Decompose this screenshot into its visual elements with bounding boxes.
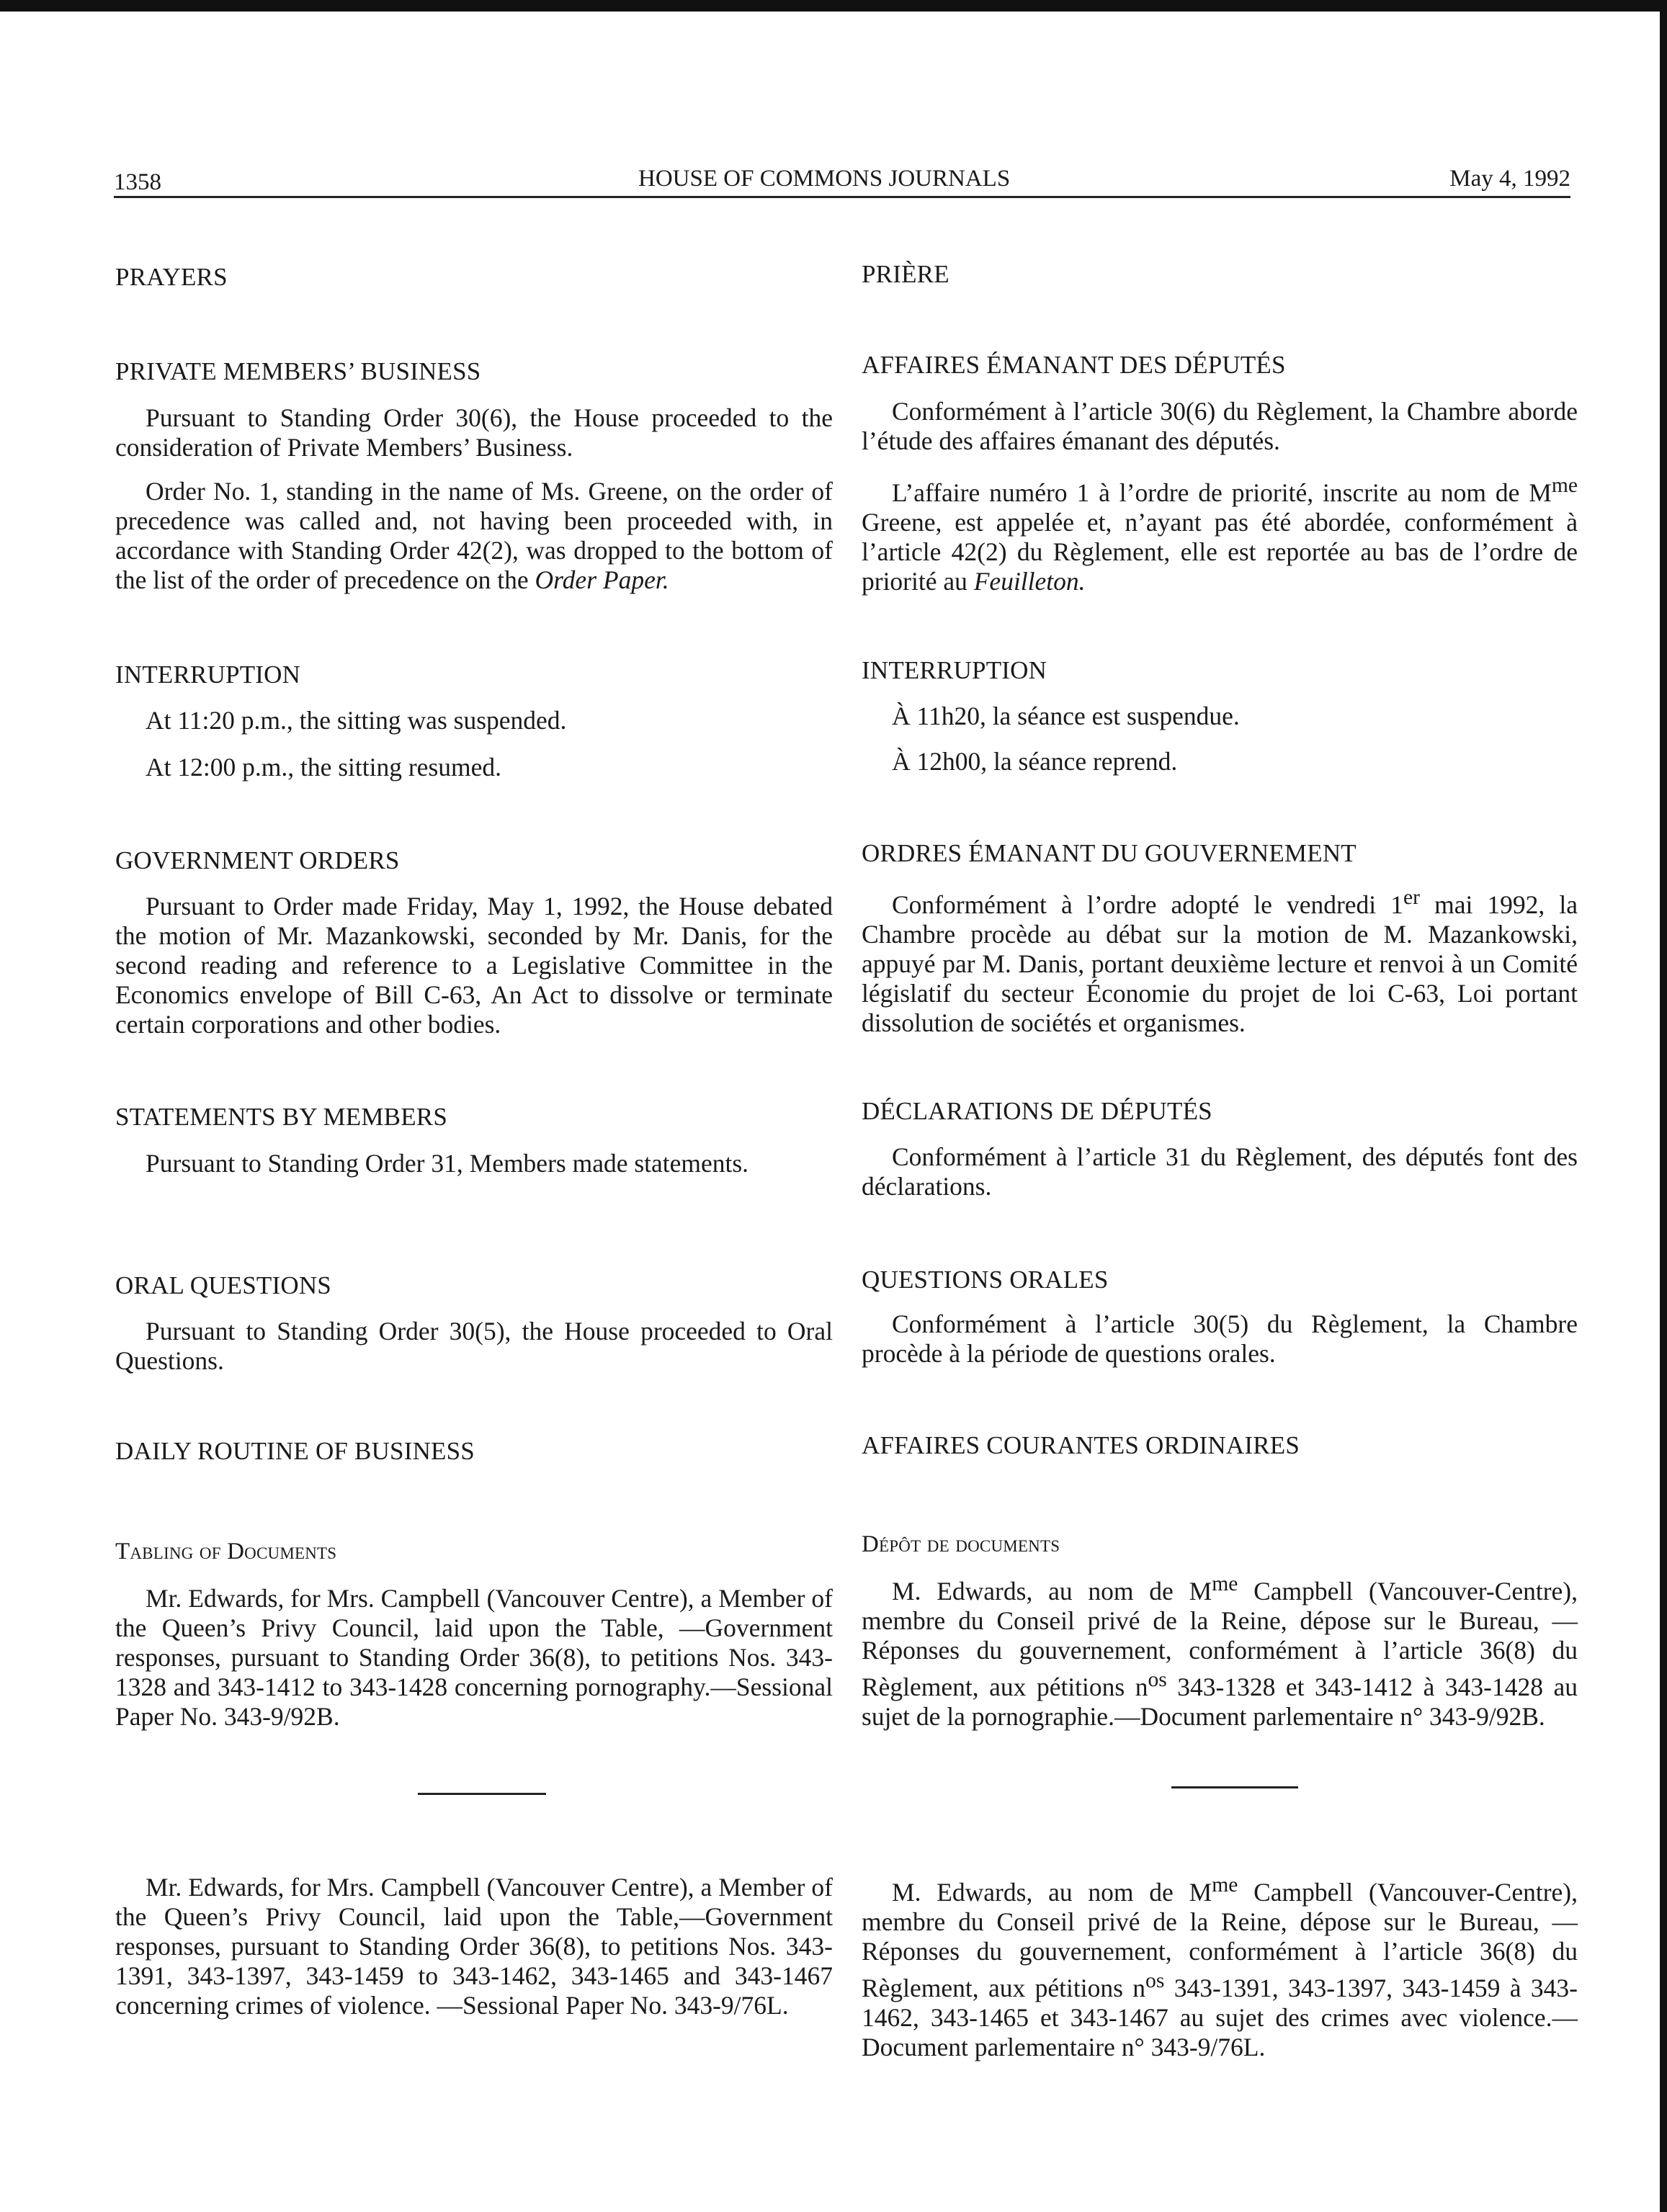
french-column [862, 0, 1578, 2212]
section-divider-rule [418, 1793, 546, 1795]
heading-questions-orales: QUESTIONS ORALES [862, 1266, 1109, 1294]
heading-declarations-de-deputes: DÉCLARATIONS DE DÉPUTÉS [862, 1097, 1212, 1125]
heading-private-members-business: PRIVATE MEMBERS’ BUSINESS [115, 357, 481, 385]
subheading-depot-de-documents: Dépôt de documents [862, 1531, 1060, 1557]
paragraph-interruption-fr-2: À 12h00, la séance reprend. [892, 747, 1178, 776]
heading-statements-by-members: STATEMENTS BY MEMBERS [115, 1103, 447, 1131]
section-divider-rule-fr [1171, 1786, 1298, 1788]
paragraph-affaires-1: Conformément à l’article 30(6) du Règlement, la Chambre aborde l’étude des affaires émanant des députés. [862, 397, 1578, 455]
paragraph-interruption-fr-1: À 11h20, la séance est suspendue. [892, 702, 1240, 730]
heading-government-orders: GOVERNMENT ORDERS [115, 846, 400, 874]
paragraph-ordres: Conformément à l’ordre adopté le vendredi 1er mai 1992, la Chambre procède au débat sur la motion de M. Mazankowski, appuyé par M. Danis, portant deuxième lecture et renvoi à un Comité législatif du secteur Économie du projet de loi C-63, Loi portant dissolution de sociétés et organismes. [862, 886, 1578, 1037]
heading-interruption: INTERRUPTION [115, 661, 301, 689]
journal-title: HOUSE OF COMMONS JOURNALS [638, 166, 1011, 192]
subheading-tabling-of-documents: Tabling of Documents [115, 1539, 337, 1564]
paragraph-interruption-2: At 12:00 p.m., the sitting resumed. [146, 753, 502, 782]
paragraph-tabling-1: Mr. Edwards, for Mrs. Campbell (Vancouver Centre), a Member of the Queen’s Privy Council, laid upon the Table, —Government responses, pursuant to Standing Order 36(8), to petitions Nos. 343-1328 and 343-1412 to 343-1428 concerning pornography.—Sessional Paper No. 343-9/92B. [115, 1584, 833, 1731]
heading-affaires-emanant-des-deputes: AFFAIRES ÉMANANT DES DÉPUTÉS [862, 351, 1286, 379]
heading-priere: PRIÈRE [862, 260, 949, 288]
paragraph-pmb-2: Order No. 1, standing in the name of Ms. Greene, on the order of precedence was called and, not having been proceeded with, in accordance with Standing Order 42(2), was dropped to the bottom of the list of the order of precedence on the Order Paper. [115, 477, 833, 594]
paragraph-government-orders: Pursuant to Order made Friday, May 1, 1992, the House debated the motion of Mr. Mazankowski, seconded by Mr. Danis, for the second reading and reference to a Legislative Committee in the Economics envelope of Bill C-63, An Act to dissolve or terminate certain corporations and other bodies. [115, 892, 833, 1039]
paragraph-depot-1: M. Edwards, au nom de $M^{me}$ Campbell (Vancouver-Centre), membre du Conseil privé de la Reine, dépose sur le Bureau, —Réponses du gouvernement, conformément à l’article 36(8) du Règlement, aux pétitions $n^{os}$ 343-1328 et 343-1412 à 343-1428 au sujet de la pornographie.—Document parlementaire n° 343-9/92B. [862, 1572, 1578, 1731]
heading-interruption-fr: INTERRUPTION [862, 656, 1047, 684]
heading-oral-questions: ORAL QUESTIONS [115, 1271, 331, 1299]
paragraph-pmb-1: Pursuant to Standing Order 30(6), the House proceeded to the consideration of Private Members’ Business. [115, 403, 833, 462]
paragraph-affaires-2: L’affaire numéro 1 à l’ordre de priorité, inscrite au nom de $M^{me}$ Greene, est appelée et, n’ayant pas été abordée, conformément à l’article 42(2) du Règlement, elle est reportée au bas de l’ordre de priorité au Feuilleton. [862, 474, 1578, 596]
heading-affaires-courantes-ordinaires: AFFAIRES COURANTES ORDINAIRES [862, 1431, 1300, 1459]
paragraph-tabling-2: Mr. Edwards, for Mrs. Campbell (Vancouver Centre), a Member of the Queen’s Privy Council, laid upon the Table,—Government responses, pursuant to Standing Order 36(8), to petitions Nos. 343-1391, 343-1397, 343-1459 to 343-1462, 343-1465 and 343-1467 concerning crimes of violence. —Sessional Paper No. 343-9/76L. [115, 1873, 833, 2020]
heading-prayers: PRAYERS [115, 263, 228, 291]
paragraph-declarations: Conformément à l’article 31 du Règlement, des députés font des déclarations. [862, 1142, 1578, 1201]
paragraph-depot-2: M. Edwards, au nom de $M^{me}$ Campbell (Vancouver-Centre), membre du Conseil privé de la Reine, dépose sur le Bureau, —Réponses du gouvernement, conformément à l’article 36(8) du Règlement, aux pétitions $n^{os}$ 343-1391, 343-1397, 343-1459 à 343-1462, 343-1465 et 343-1467 au sujet des crimes avec violence.—Document parlementaire n° 343-9/76L. [862, 1873, 1578, 2061]
paragraph-interruption-1: At 11:20 p.m., the sitting was suspended. [146, 706, 567, 735]
journal-date: May 4, 1992 [1449, 166, 1570, 192]
english-column [115, 0, 833, 2212]
heading-ordres-emanant-du-gouvernement: ORDRES ÉMANANT DU GOUVERNEMENT [862, 839, 1357, 867]
paragraph-oral-questions: Pursuant to Standing Order 30(5), the House proceeded to Oral Questions. [115, 1317, 833, 1375]
heading-daily-routine: DAILY ROUTINE OF BUSINESS [115, 1437, 475, 1465]
scan-right-edge [1660, 0, 1667, 2212]
page-number: 1358 [114, 169, 161, 195]
paragraph-statements: Pursuant to Standing Order 31, Members made statements. [146, 1149, 749, 1178]
paragraph-questions-orales: Conformément à l’article 30(5) du Règlement, la Chambre procède à la période de questions orales. [862, 1309, 1578, 1368]
